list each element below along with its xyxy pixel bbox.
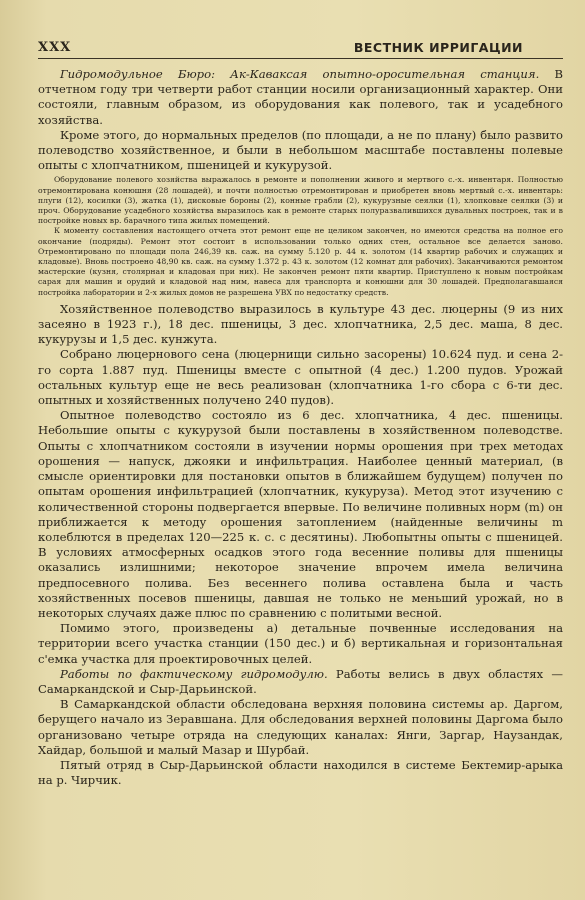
section-heading-hydromodule: Работы по фактическому гидромодулю. xyxy=(60,666,328,681)
paragraph-surveys: Помимо этого, произведены а) детальные почвенные исследования на территории всего участка станции (150 дес.) и б) вертикальная и горизонтальная с'емка участка для проектировочных целей. xyxy=(38,621,563,666)
page-number: XXX xyxy=(38,40,72,55)
paragraph-field-development: Кроме этого, до нормальных пределов (по площади, а не по плану) было развито полеводство хозяйственное, и были в небольшом масштабе поставлены полевые опыты с хлопчатником, пшеницей и кукурузой. xyxy=(38,127,563,173)
paragraph-samarkand: В Самаркандской области обследована верхняя половина системы ар. Даргом, берущего начало из Зеравшана. Для обследования верхней половины Даргома было организовано четыре отряда на следующих каналах: Янги, Заргар, Наузандак, Хайдар, большой и малый Мазар и Шурбай. xyxy=(38,697,563,757)
small-paragraph-repairs: К моменту составления настоящего отчета этот ремонт еще не целиком закончен, но имеются средства на полное его окончание (подряды). Ремонт этот состоит в использовании только одних стен, остальное все делается заново. Отремонтировано по площади пола 246,39 кв. саж. на сумму 5.120 р. 44 к. золотом (14 квартир рабочих и служащих и кладовые). Вновь построено 48,90 кв. саж. на сумму 1.372 р. 43 к. золотом (12 комнат для рабочих). Заканчиваются ремонтом мастерские (кузня, столярная и кладовая при них). Не закончен ремонт пяти квартир. Приступлено к новым постройкам сарая для машин и орудий и кладовой над ним, навеса для транспорта и конюшни для 30 лошадей. Предполагавшаяся постройка лаборатории и 2-х жилых домов не разрешена УВХ по недостатку средств. xyxy=(38,226,563,297)
section-heading-station: Гидромодульное Бюро: Ак-Каваксая опытно-оросительная станция. xyxy=(60,67,540,81)
paragraph-hydromodule-text: Работы велись в двух областях — Самаркандской и Сыр-Дарьинской. xyxy=(38,666,564,696)
paragraph-syr-darya: Пятый отряд в Сыр-Дарьинской области находился в системе Бектемир-арыка на р. Чирчик. xyxy=(38,757,563,788)
paragraph-crops: Хозяйственное полеводство выразилось в культуре 43 дес. люцерны (9 из них засеяно в 1923 г.), 18 дес. пшеницы, 3 дес. хлопчатника, 2,5 дес. маша, 8 дес. кукурузы и 1,5 дес. кунжута. xyxy=(38,301,563,347)
page-header xyxy=(38,40,563,59)
small-print-block xyxy=(38,175,563,297)
paragraph-hydromodule xyxy=(38,667,563,697)
journal-title: ВЕСТНИК ИРРИГАЦИИ xyxy=(353,40,523,55)
paragraph-intro-text: В отчетном году три четверти работ станции носили организационный характер. Они состояли, главным образом, из оборудования как полевого, так и усадебного хозяйства. xyxy=(38,67,563,127)
paragraph-intro xyxy=(38,67,563,128)
paragraph-experiments: Опытное полеводство состояло из 6 дес. хлопчатника, 4 дес. пшеницы. Небольшие опыты с кукурузой были поставлены в хозяйственном полеводстве. Опыты с хлопчатником состояли в изучении нормы орошения при трех методах орошения — напуск, джояки и инфильтрация. Наиболее ценный материал, (в смысле ориентировки для постановки опытов в ближайшем будущем) получен по опытам орошения инфильтрацией (хлопчатник, кукуруза). Метод этот изучению с количественной стороны подвергается впервые. По величине поливных норм (m) он приближается к методу орошения затоплением (найденные величины m колеблются в пределах 120—225 к. с. с десятины). Любопытны опыты с пшеницей. В условиях атмосферных осадков этого года весенние поливы для пшеницы оказались излишними; некоторое значение впрочем имела величина предпосевного полива. Без весеннего полива оставлена была и часть хозяйственных посевов пшеницы, давшая не только не меньший урожай, но в некоторых случаях даже плюс по сравнению с политыми весной. xyxy=(38,408,563,620)
small-paragraph-equipment: Оборудование полевого хозяйства выражалось в ремонте и пополнении живого и мертвого с.-х. инвентаря. Полностью отремонтирована конюшня (28 лошадей), и почти полностью отремонтирован и приобретен вновь мертвый с.-х. инвентарь: плуги (12), косилки (3), жатка (1), дисковые бороны (2), конные грабли (2), кукурузные сеялки (1), хлопковые сеялки (3) и проч. Оборудование усадебного хозяйства выразилось как в ремонте старых полуразвалившихся дувальных построек, так и в постройке новых вр. барачного типа жилых помещений. xyxy=(38,175,563,226)
paragraph-harvest: Собрано люцернового сена (люцернищи сильно засорены) 10.624 пуд. и сена 2-го сорта 1.887 пуд. Пшеницы вместе с опытной (4 дес.) 1.200 пудов. Урожай остальных культур еще не весь реализован (хлопчатника 1-го сбора с 6-ти дес. опытных и хозяйственных получено 240 пудов). xyxy=(38,347,563,408)
